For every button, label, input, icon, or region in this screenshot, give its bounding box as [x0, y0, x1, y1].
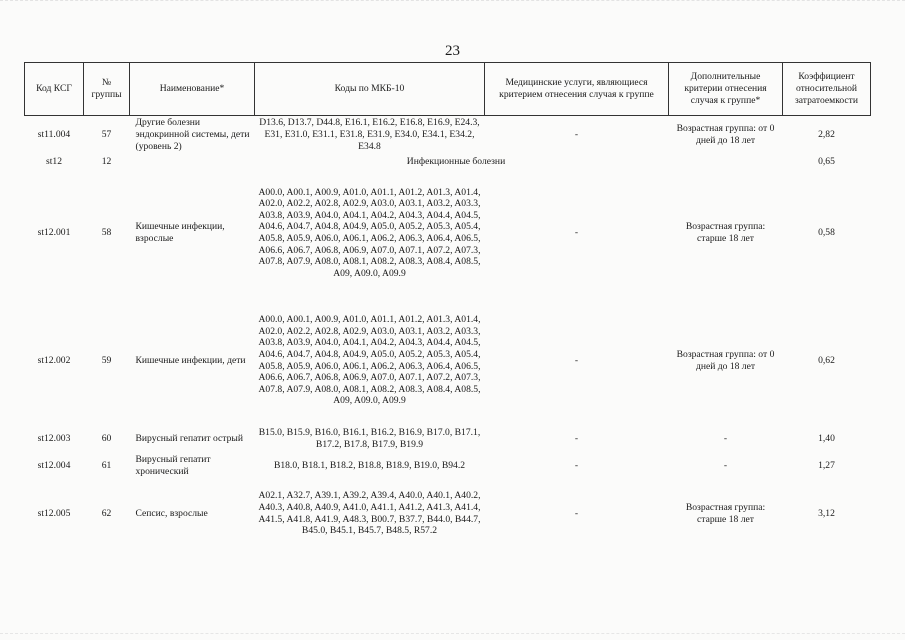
page-number: 23 [445, 43, 460, 59]
scan-edge-bottom [0, 633, 905, 635]
ksg-code: st12.005 [37, 507, 71, 519]
header-name: Наименование* [130, 63, 255, 116]
medical-services: - [574, 354, 579, 366]
group-name: Кишечные инфекции, дети [135, 354, 246, 366]
icd-codes: B15.0, B15.9, B16.0, B16.1, B16.2, B16.9, B17.0, B17.1, B17.2, B17.8, B17.9, B19.9 [258, 426, 481, 450]
additional-criteria: Возрастная группа: от 0 дней до 18 лет [676, 348, 775, 372]
group-number: 12 [101, 155, 112, 167]
group-number: 59 [101, 354, 112, 366]
ksg-code: st12.004 [37, 459, 71, 471]
header-cost-coefficient: Коэффициент относительной затратоемкости [783, 63, 871, 116]
icd-codes: D13.6, D13.7, D44.8, E16.1, E16.2, E16.8, E16.9, E24.3, E31, E31.0, E31.1, E31.8, E31.9, E34.0, E34.1, E34.2, E34.8 [259, 117, 480, 152]
table-row [25, 453, 871, 479]
section-heading: Инфекционные болезни [406, 155, 506, 167]
cost-coefficient: 1,27 [818, 459, 835, 471]
table-row [25, 116, 871, 154]
ksg-code: st11.004 [37, 128, 71, 140]
table-row [25, 479, 871, 549]
icd-codes: A00.0, A00.1, A00.9, A01.0, A01.1, A01.2, A01.3, A01.4, A02.0, A02.2, A02.8, A02.9, A03.0, A03.1, A03.2, A03.3, A03.8, A03.9, A04.0, A04.1, A04.2, A04.3, A04.4, A04.5, A04.6, A04.7, A04.8, A04.9, A05.0, A05.2, A05.3, A05.4, A05.8, A05.9, A06.0, A06.1, A06.2, A06.3, A06.4, A06.5, A06.6, A06.7, A06.8, A06.9, A07.0, A07.1, A07.2, A07.3, A07.8, A07.9, A08.0, A08.1, A08.2, A08.3, A08.4, A08.5, A09, A09.0, A09.9 [258, 314, 481, 407]
additional-criteria: - [723, 459, 728, 471]
group-name: Кишечные инфекции, взрослые [135, 221, 225, 244]
medical-services: - [574, 459, 579, 471]
header-group-number: № группы [84, 63, 130, 116]
group-number: 60 [101, 432, 112, 444]
group-number: 58 [101, 227, 112, 239]
table-row [25, 297, 871, 425]
medical-services: - [574, 432, 579, 444]
additional-criteria: Возрастная группа: старше 18 лет [685, 501, 766, 525]
medical-services: - [574, 507, 579, 519]
cost-coefficient: 3,12 [818, 507, 835, 519]
group-number: 57 [101, 128, 112, 140]
ksg-table [24, 62, 871, 549]
ksg-code: st12.002 [37, 354, 71, 366]
medical-services: - [574, 128, 579, 140]
medical-services: - [574, 227, 579, 239]
icd-codes: A00.0, A00.1, A00.9, A01.0, A01.1, A01.2, A01.3, A01.4, A02.0, A02.2, A02.8, A02.9, A03.0, A03.1, A03.2, A03.3, A03.8, A03.9, A04.0, A04.1, A04.2, A04.3, A04.4, A04.5, A04.6, A04.7, A04.8, A04.9, A05.0, A05.2, A05.3, A05.4, A05.8, A05.9, A06.0, A06.1, A06.2, A06.3, A06.4, A06.5, A06.6, A06.7, A06.8, A06.9, A07.0, A07.1, A07.2, A07.3, A07.8, A07.9, A08.0, A08.1, A08.2, A08.3, A08.4, A08.5, A09, A09.0, A09.9 [258, 186, 481, 279]
group-number: 61 [101, 459, 112, 471]
header-icd-codes: Коды по МКБ-10 [255, 63, 485, 116]
additional-criteria: Возрастная группа: от 0 дней до 18 лет [676, 122, 775, 146]
header-ksg-code: Код КСГ [25, 63, 84, 116]
table-row [25, 425, 871, 453]
group-name: Вирусный гепатит хронический [135, 453, 211, 477]
cost-coefficient: 2,82 [818, 128, 835, 140]
table-row [25, 170, 871, 297]
group-name: Другие болезни эндокринной системы, дети (уровень 2) [135, 117, 250, 152]
cost-coefficient: 0,58 [818, 227, 835, 239]
cost-coefficient: 1,40 [818, 432, 835, 444]
cost-coefficient: 0,65 [818, 155, 835, 167]
additional-criteria: Возрастная группа: старше 18 лет [685, 221, 766, 244]
header-additional-criteria: Дополнительные критерии отнесения случая к группе* [669, 63, 783, 116]
additional-criteria: - [723, 432, 728, 444]
table-header-row [25, 63, 871, 116]
table-row [25, 154, 871, 170]
icd-codes: B18.0, B18.1, B18.2, B18.8, B18.9, B19.0, B94.2 [273, 459, 466, 471]
cost-coefficient: 0,62 [818, 354, 835, 366]
ksg-code: st12.001 [37, 227, 71, 239]
group-name: Сепсис, взрослые [135, 507, 208, 519]
header-medical-services: Медицинские услуги, являющиеся критерием отнесения случая к группе [485, 63, 669, 116]
scan-edge-top [0, 0, 905, 2]
group-number: 62 [101, 507, 112, 519]
ksg-code: st12 [46, 155, 62, 167]
ksg-code: st12.003 [37, 432, 71, 444]
icd-codes: A02.1, A32.7, A39.1, A39.2, A39.4, A40.0, A40.1, A40.2, A40.3, A40.8, A40.9, A41.0, A41.1, A41.2, A41.3, A41.4, A41.5, A41.8, A41.9, A48.3, B00.7, B37.7, B44.0, B44.7, B45.0, B45.1, B45.7, B48.5, R57.2 [258, 490, 481, 537]
group-name: Вирусный гепатит острый [135, 432, 243, 444]
